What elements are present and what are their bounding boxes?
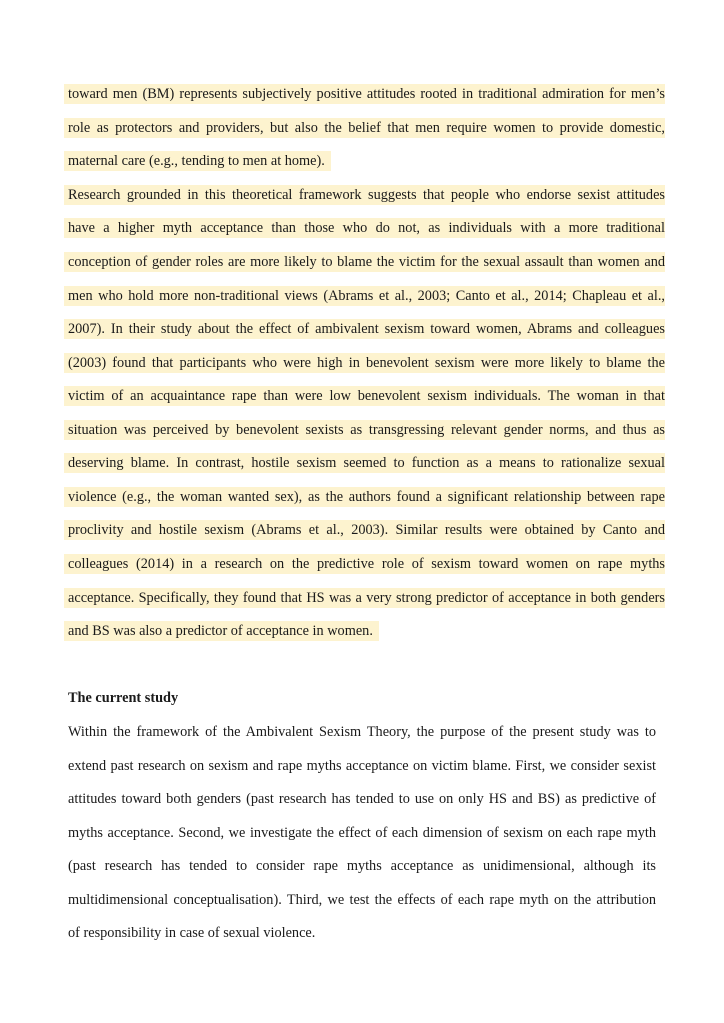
text-line: (past research has tended to consider rape myths acceptance as unidimensional, although its	[68, 858, 656, 874]
text-line: role as protectors and providers, but also the belief that men require women to provide domestic,	[64, 118, 665, 138]
text-line: have a higher myth acceptance than those who do not, as individuals with a more traditional	[64, 218, 665, 238]
text-line: victim of an acquaintance rape than were low benevolent sexism individuals. The woman in that	[64, 386, 665, 406]
text-line: (2003) found that participants who were high in benevolent sexism were more likely to blame the	[64, 353, 665, 373]
text-line: men who hold more non-traditional views (Abrams et al., 2003; Canto et al., 2014; Chapleau et al.,	[64, 286, 665, 306]
text-line: maternal care (e.g., tending to men at home).	[64, 151, 331, 171]
text-line: attitudes toward both genders (past research has tended to use on only HS and BS) as predictive of	[68, 791, 656, 807]
text-line: and BS was also a predictor of acceptance in women.	[64, 621, 379, 641]
text-line: Research grounded in this theoretical framework suggests that people who endorse sexist attitudes	[64, 185, 665, 205]
text-line: acceptance. Specifically, they found that HS was a very strong predictor of acceptance in both genders	[64, 588, 665, 608]
text-line: colleagues (2014) in a research on the predictive role of sexism toward women on rape myths	[64, 554, 665, 574]
text-line: proclivity and hostile sexism (Abrams et al., 2003). Similar results were obtained by Canto and	[64, 520, 665, 540]
text-line: myths acceptance. Second, we investigate the effect of each dimension of sexism on each rape myth	[68, 825, 656, 841]
text-line: of responsibility in case of sexual violence.	[68, 925, 316, 941]
text-line: 2007). In their study about the effect of ambivalent sexism toward women, Abrams and colleagues	[64, 319, 665, 339]
text-line: violence (e.g., the woman wanted sex), as the authors found a significant relationship between rape	[64, 487, 665, 507]
text-line: situation was perceived by benevolent sexists as transgressing relevant gender norms, and thus as	[64, 420, 665, 440]
section-heading: The current study	[68, 690, 179, 706]
text-line: multidimensional conceptualisation). Third, we test the effects of each rape myth on the attribution	[68, 892, 656, 908]
text-line: extend past research on sexism and rape myths acceptance on victim blame. First, we consider sexist	[68, 758, 656, 774]
text-line: toward men (BM) represents subjectively positive attitudes rooted in traditional admiration for men’s	[64, 84, 665, 104]
text-line: Within the framework of the Ambivalent Sexism Theory, the purpose of the present study was to	[68, 724, 656, 740]
text-line: conception of gender roles are more likely to blame the victim for the sexual assault than women and	[64, 252, 665, 272]
text-line: deserving blame. In contrast, hostile sexism seemed to function as a means to rationalize sexual	[64, 453, 665, 473]
